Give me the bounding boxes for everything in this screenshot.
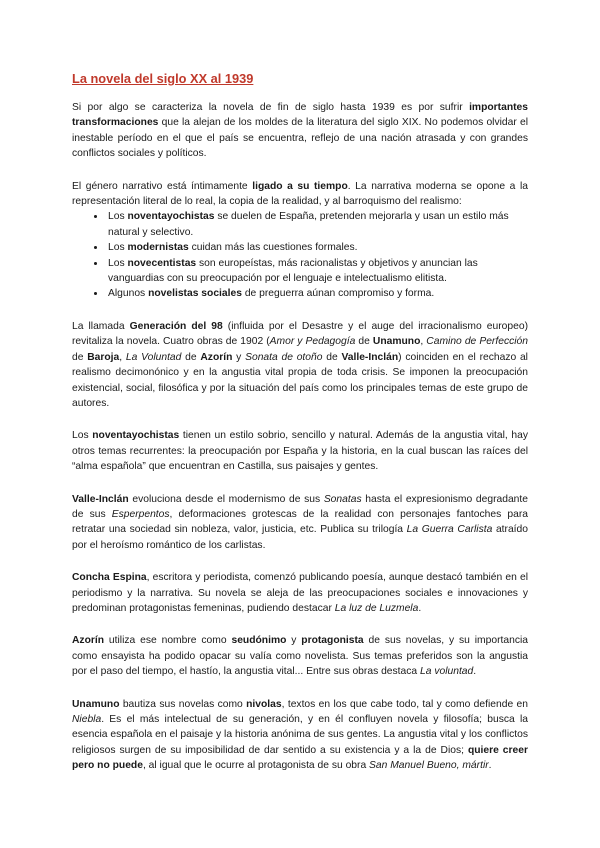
text-run: y (286, 635, 302, 647)
bold-text: quiere creer pero no puede (72, 744, 528, 772)
text-run: son europeístas, más racionalistas y objetivos y anuncian las vanguardias con su preocupación por el lenguaje e intelectualismo elitista. (108, 257, 478, 285)
text-run: y (232, 351, 246, 363)
bold-text: protagonista (301, 635, 364, 647)
italic-text: Camino de Perfección (426, 336, 528, 348)
text-run: de sus novelas, y su importancia como ensayista ha podido opacar su valía como novelista. Sus temas preferidos son la angustia por el paso del tiempo, el hastío, la angustia vital... Entre sus obras destaca (72, 635, 528, 678)
text-run: . (473, 666, 477, 678)
bold-text: ligado a su tiempo (252, 180, 348, 192)
text-run: , al igual que le ocurre al protagonista de su obra (142, 760, 370, 772)
paragraph (72, 179, 528, 210)
paragraph (72, 633, 528, 679)
text-run: , escritora y periodista, comenzó publicando poesía, aunque destacó también en el periodismo y la narrativa. Su novela se aleja de las preocupaciones sociales e innovaciones y predominan protagonistas femeninas, pudiendo destacar (72, 572, 528, 614)
bold-text: novelistas sociales (148, 288, 242, 300)
italic-text: Niebla (72, 714, 102, 725)
text-run: bautiza sus novelas como (119, 698, 247, 710)
italic-text: La Guerra Carlista (406, 524, 493, 536)
text-run: . (488, 760, 492, 772)
paragraph (72, 492, 528, 554)
text-run: La llamada (72, 320, 130, 332)
italic-text: Sonatas (323, 493, 362, 505)
paragraph (72, 570, 528, 616)
italic-text: San Manuel Bueno, mártir (369, 760, 489, 772)
bold-text: importantes transformaciones (72, 102, 528, 129)
text-run: que la alejan de los moldes de la literatura del siglo XIX. No podemos olvidar el inestable período en el que el país se encuentra, reflejo de una nación atrasada y con grandes conflictos sociales y políticos. (72, 117, 528, 160)
text-run: . La narrativa moderna se opone a la representación literal de lo real, la copia de la realidad, y al barroquismo del realismo: (72, 180, 528, 208)
text-run: de (355, 336, 373, 348)
text-run: , deformaciones grotescas de la realidad con personajes fantoches para retratar una sociedad sin nobleza, valor, justicia, etc. Publica su trilogía (72, 508, 528, 536)
text-run: de (322, 351, 342, 363)
bold-text: noventayochistas (92, 430, 180, 442)
bold-text: novecentistas (127, 257, 197, 269)
paragraph (72, 319, 528, 411)
list-item (106, 286, 528, 301)
text-run: de (72, 351, 88, 363)
text-run: atraído por el heroísmo romántico de los carlistas. (72, 524, 528, 551)
document-body (72, 100, 528, 774)
text-run: Los (72, 430, 93, 442)
bold-text: Concha Espina (72, 572, 147, 584)
text-run: (influida por el Desastre y el auge del irracionalismo europeo) revitaliza la novela. Cuatro obras de 1902 ( (72, 320, 528, 348)
text-run: Los (108, 211, 128, 223)
paragraph (72, 428, 528, 474)
bold-text: Generación del 98 (129, 320, 223, 332)
text-run: . Es el más intelectual de su generación, y en él confluyen novela y filosofía; busca la esencia española en el paisaje y la historia anónima de sus gentes. La angustia vital y los conflictos religiosos surgen de su imposibilidad de dar sentido a su existencia y a la de Dios; (72, 714, 528, 756)
text-run: se duelen de España, pretenden mejorarla y usan un estilo más natural y selectivo. (108, 211, 509, 238)
text-run: de (181, 351, 201, 363)
text-run: . (418, 602, 422, 614)
text-run: hasta el expresionismo degradante de sus (72, 493, 528, 520)
bold-text: seudónimo (231, 635, 287, 647)
text-run: ) coinciden en el rechazo al realismo decimonónico y en la angustia vital propia de toda crisis. Se imponen la preocupación existencial, social, filosófica y por la situación del país como los principales temas de este grupo de autores. (72, 351, 528, 409)
bold-text: Valle-Inclán (341, 351, 399, 363)
list-item (106, 240, 528, 255)
bold-text: Unamuno (372, 336, 421, 348)
list-item (106, 256, 528, 287)
text-run: de preguerra aúnan compromiso y forma. (241, 288, 435, 300)
italic-text: La luz de Luzmela (334, 602, 419, 614)
bold-text: Baroja (87, 351, 120, 363)
bold-text: nivolas (246, 698, 282, 710)
italic-text: Sonata de otoño (245, 351, 323, 363)
text-run: , (420, 336, 427, 348)
bold-text: Unamuno (72, 698, 120, 710)
bold-text: noventayochistas (127, 211, 215, 223)
text-run: Algunos (108, 288, 149, 300)
italic-text: La voluntad (420, 666, 474, 678)
paragraph (72, 697, 528, 774)
bold-text: Valle-Inclán (72, 493, 129, 505)
text-run: , textos en los que cabe todo, tal y como defiende en (281, 698, 528, 710)
text-run: utiliza ese nombre como (104, 635, 232, 647)
text-run: tienen un estilo sobrio, sencillo y natural. Además de la angustia vital, hay otros temas recurrentes: la preocupación por España y la historia, en la cual buscan las raíces del “alma española” que encuentran en Castilla, sus paisajes y gentes. (72, 430, 528, 473)
italic-text: La Voluntad (125, 351, 182, 363)
bold-text: Azorín (200, 351, 233, 363)
bold-text: modernistas (127, 242, 189, 254)
list-item (106, 209, 528, 240)
text-run: cuidan más las cuestiones formales. (188, 242, 358, 254)
text-run: evoluciona desde el modernismo de sus (128, 493, 324, 505)
text-run: , (119, 351, 126, 363)
text-run: El género narrativo está íntimamente (72, 180, 253, 192)
bold-text: Azorín (72, 635, 105, 647)
text-run: Los (108, 257, 128, 269)
text-run: Los (108, 242, 128, 254)
italic-text: Amor y Pedagogía (269, 336, 356, 348)
paragraph (72, 100, 528, 162)
italic-text: Esperpentos (111, 508, 170, 520)
text-run: Si por algo se caracteriza la novela de fin de siglo hasta 1939 es por sufrir (72, 102, 470, 113)
bullet-list (72, 209, 528, 301)
page-title: La novela del siglo XX al 1939 (72, 71, 254, 86)
